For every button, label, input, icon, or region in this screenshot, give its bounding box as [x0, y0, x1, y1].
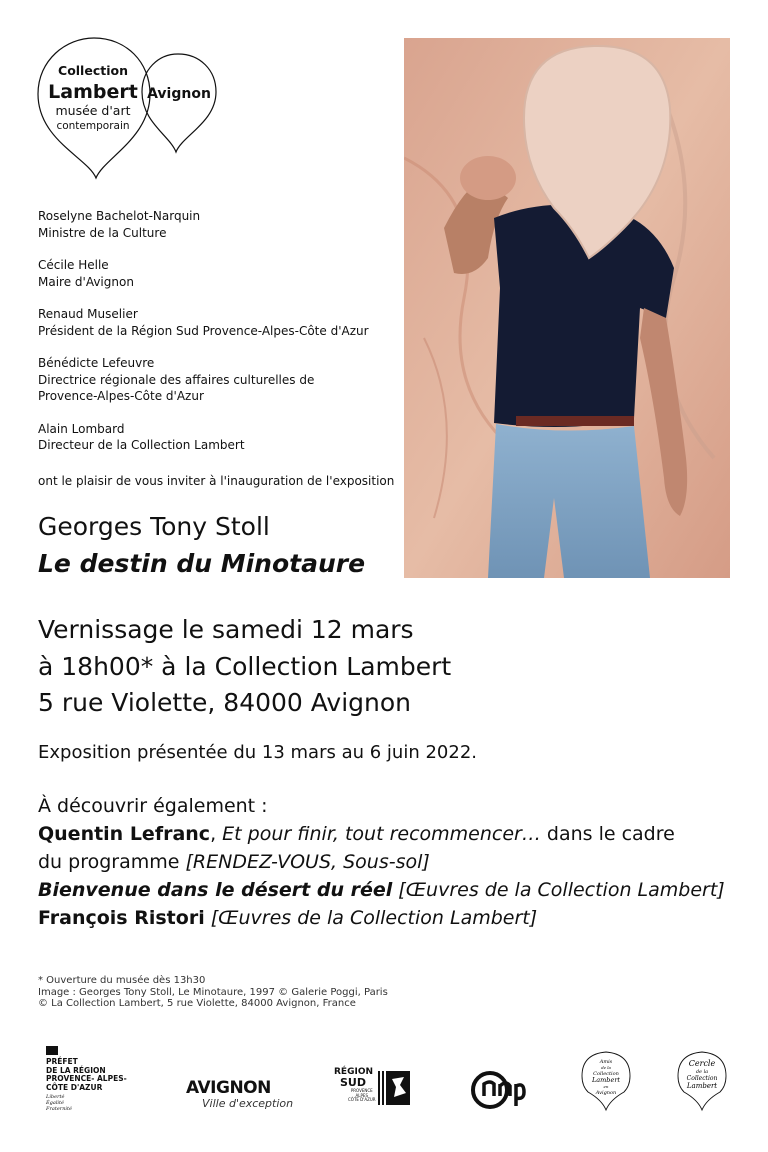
discover-line-2: [38, 848, 738, 876]
footnote: Image : Georges Tony Stoll, Le Minotaure, 1997 © Galerie Poggi, Paris: [38, 986, 388, 998]
footnote: © La Collection Lambert, 5 rue Violette, 84000 Avignon, France: [38, 998, 356, 1009]
marianne-icon: [46, 1046, 58, 1055]
prefet-line: PROVENCE- ALPES-: [46, 1074, 127, 1083]
separator: ,: [210, 823, 223, 845]
collection-lambert-logo: [36, 36, 226, 186]
host-role: Ministre de la Culture: [38, 225, 167, 240]
opening-info: [38, 612, 451, 722]
opening-line: 5 rue Violette, 84000 Avignon: [38, 688, 412, 717]
prefet-text: [46, 1058, 127, 1092]
amis-line: Avignon: [595, 1090, 617, 1096]
host-name: Alain Lombard: [38, 421, 125, 436]
hosts-list: [38, 208, 398, 470]
program-name: [RENDEZ-VOUS, Sous-sol]: [185, 851, 430, 873]
host-role: Directrice régionale des affaires culturelles de: [38, 372, 315, 387]
prefet-region-logo: [44, 1046, 144, 1116]
avignon-city-logo: [186, 1078, 296, 1114]
footnote: * Ouverture du musée dès 13h30: [38, 975, 206, 986]
exhibition-title: Le destin du Minotaure: [38, 549, 366, 578]
discover-line-1: [38, 820, 738, 848]
motto-line: Égalité: [46, 1100, 64, 1106]
logo-balloon-right: [142, 54, 216, 152]
cercle-line: Cercle: [688, 1059, 716, 1068]
cercle-line: de la: [695, 1069, 709, 1075]
region-label: RÉGION: [334, 1067, 373, 1077]
avignon-tagline: Ville d'exception: [202, 1097, 294, 1110]
cercle-collection-lambert-logo: [676, 1050, 728, 1112]
motto-line: Fraternité: [46, 1106, 72, 1112]
host-role: Provence-Alpes-Côte d'Azur: [38, 389, 204, 403]
footnotes: [38, 975, 388, 1010]
amis-line: Lambert: [591, 1076, 621, 1084]
minotaure-photo: [404, 38, 730, 578]
region-subtitle-line: PROVENCE: [350, 1088, 373, 1093]
prefet-line: CÔTE D'AZUR: [46, 1082, 103, 1092]
collection-tag: [Œuvres de la Collection Lambert]: [392, 879, 725, 901]
host-5: [38, 421, 398, 454]
invite-text: ont le plaisir de vous inviter à l'inauguration de l'exposition: [38, 474, 395, 488]
motto-line: Liberté: [46, 1094, 65, 1100]
cercle-line: Collection: [686, 1075, 718, 1082]
prefet-motto: [46, 1094, 72, 1112]
amis-line: Amis: [599, 1059, 613, 1065]
host-role: Président de la Région Sud Provence-Alpes-Côte d'Azur: [38, 323, 369, 338]
discover-text: du programme: [38, 851, 186, 873]
host-1: [38, 208, 398, 241]
opening-line: Vernissage le samedi 12 mars: [38, 615, 414, 644]
host-4: [38, 355, 398, 405]
exhibition-dates: Exposition présentée du 13 mars au 6 juin 2022.: [38, 742, 477, 763]
discover-heading: À découvrir également :: [38, 795, 268, 817]
artist-ristori: François Ristori: [38, 907, 205, 929]
host-name: Roselyne Bachelot-Narquin: [38, 209, 201, 223]
artist-quentin: Quentin Lefranc: [38, 823, 211, 845]
logo-lambert: Lambert: [48, 81, 138, 103]
discover-text: dans le cadre: [540, 823, 675, 845]
region-subtitle-line: ALPES: [355, 1092, 368, 1098]
discover-section: [38, 792, 738, 932]
host-name: Bénédicte Lefeuvre: [38, 356, 155, 370]
prefet-line: PRÉFET: [46, 1057, 78, 1066]
logo-avignon: Avignon: [147, 86, 211, 102]
logo-collection: Collection: [58, 63, 128, 78]
prefet-line: DE LA RÉGION: [46, 1065, 106, 1075]
region-sud-logo: [334, 1068, 414, 1112]
cercle-line: Lambert: [686, 1082, 718, 1090]
host-2: [38, 257, 398, 290]
amis-line: de la: [601, 1065, 611, 1070]
cnap-logo: [470, 1066, 526, 1114]
host-role: Directeur de la Collection Lambert: [38, 438, 245, 452]
host-name: Renaud Muselier: [38, 307, 138, 321]
opening-line: à 18h00* à la Collection Lambert: [38, 651, 452, 681]
host-3: [38, 306, 398, 339]
host-name: Cécile Helle: [38, 258, 109, 272]
amis-line: Collection: [593, 1071, 619, 1077]
discover-line-3: [38, 876, 738, 904]
avignon-name: AVIGNON: [186, 1078, 271, 1098]
discover-line-4: [38, 904, 738, 932]
amis-line: en: [603, 1084, 609, 1089]
work-title: Et pour finir, tout recommencer…: [222, 823, 541, 845]
region-emblem-icon: [378, 1071, 410, 1105]
exhibition-bienvenue: Bienvenue dans le désert du réel: [38, 879, 393, 901]
host-role: Maire d'Avignon: [38, 274, 134, 289]
artist-name: Georges Tony Stoll: [38, 512, 270, 541]
amis-collection-lambert-logo: [580, 1050, 632, 1112]
region-sud-label: SUD: [340, 1076, 366, 1089]
logo-musee: musée d'art: [55, 103, 131, 118]
region-subtitle: [348, 1089, 376, 1103]
logo-contemporain: contemporain: [56, 120, 130, 132]
region-subtitle-line: CÔTE D'AZUR: [348, 1097, 376, 1102]
collection-tag: [Œuvres de la Collection Lambert]: [204, 907, 538, 929]
